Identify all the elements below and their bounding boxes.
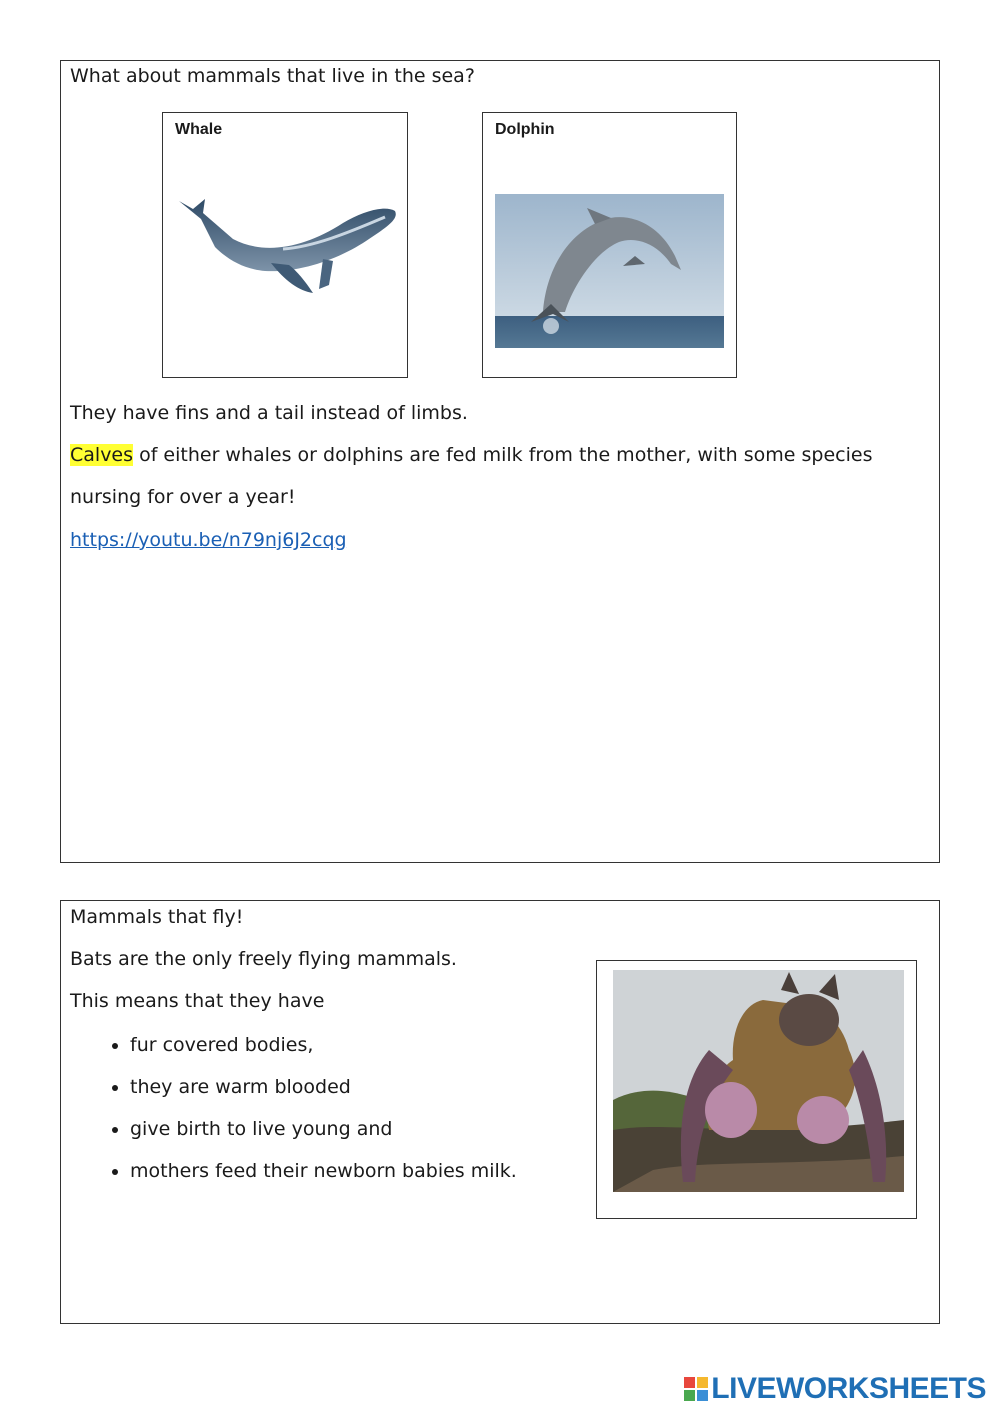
calves-highlight: Calves [70, 444, 134, 466]
list-item: • fur covered bodies, [130, 1024, 517, 1066]
list-item: • give birth to live young and [130, 1108, 517, 1150]
youtube-link[interactable]: https://youtu.be/n79nj6J2cqg [70, 529, 347, 551]
logo-text: LIVEWORKSHEETS [711, 1372, 986, 1405]
fins-text: They have fins and a tail instead of limbs. [70, 402, 468, 424]
mammal-traits-list [60, 1024, 517, 1192]
whale-label: Whale [175, 121, 223, 138]
dolphin-image [495, 194, 724, 348]
whale-image [173, 189, 403, 299]
bat-image [613, 970, 904, 1192]
liveworksheets-logo [684, 1372, 986, 1406]
dolphin-label: Dolphin [495, 121, 555, 138]
list-item: • mothers feed their newborn babies milk. [130, 1150, 517, 1192]
list-item: • they are warm blooded [130, 1066, 517, 1108]
whale-card [162, 112, 408, 378]
dolphin-card [482, 112, 737, 378]
logo-squares-icon [684, 1377, 708, 1401]
bat-card [596, 960, 917, 1219]
sea-heading: What about mammals that live in the sea? [70, 65, 475, 87]
nursing-line: nursing for over a year! [70, 486, 296, 508]
bats-line: Bats are the only freely flying mammals. [70, 948, 457, 970]
video-link-line [70, 528, 347, 552]
means-line: This means that they have [70, 990, 325, 1012]
calves-line [70, 443, 872, 467]
fly-heading: Mammals that fly! [70, 906, 244, 928]
calves-rest: of either whales or dolphins are fed milk from the mother, with some species [133, 444, 873, 466]
